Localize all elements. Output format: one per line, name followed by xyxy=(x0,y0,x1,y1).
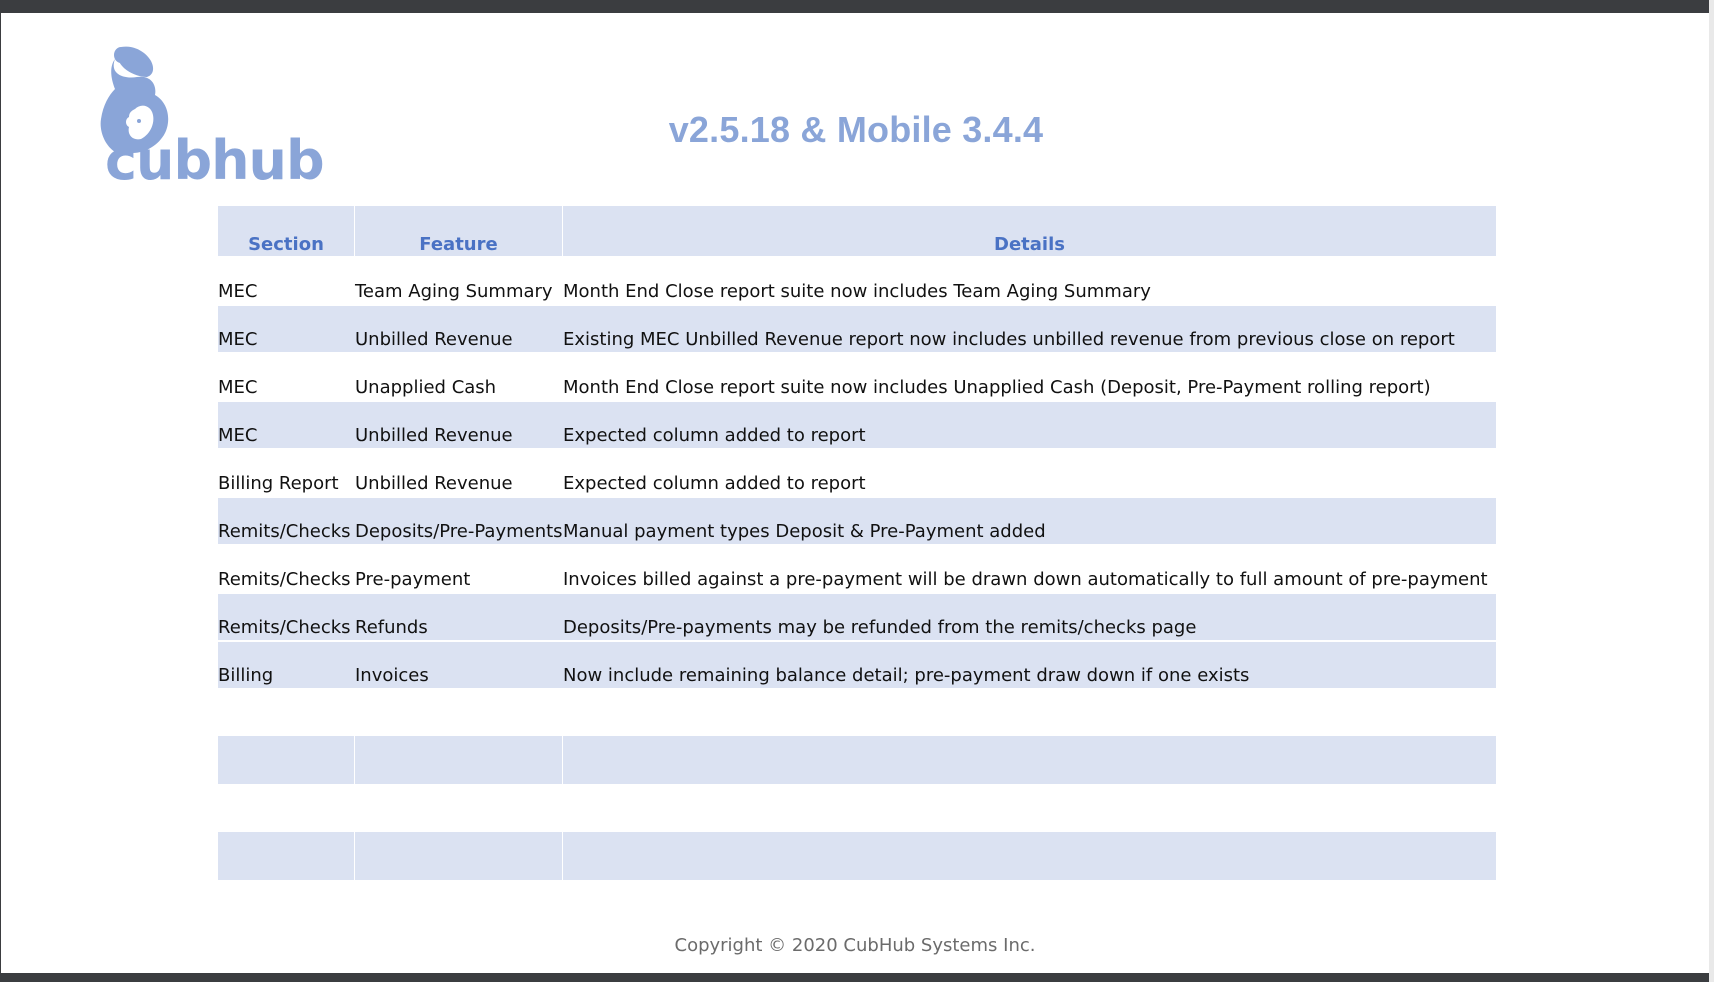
cell-details: Expected column added to report xyxy=(563,473,866,494)
cubhub-logo xyxy=(99,35,329,205)
table-row xyxy=(218,352,1496,400)
cell-feature: Unapplied Cash xyxy=(355,377,497,398)
cell-empty xyxy=(218,832,354,880)
header-feature: Feature xyxy=(355,206,562,256)
cell-section: Billing xyxy=(218,665,274,686)
cell-feature: Unbilled Revenue xyxy=(355,425,513,446)
cell-details: Existing MEC Unbilled Revenue report now includes unbilled revenue from previous close on report xyxy=(563,329,1455,350)
cell-section: MEC xyxy=(218,329,258,350)
cell-feature: Deposits/Pre-Payments xyxy=(355,521,563,542)
cell-details: Month End Close report suite now includes Team Aging Summary xyxy=(563,281,1151,302)
cell-section: MEC xyxy=(218,425,258,446)
table-row xyxy=(218,642,1496,688)
cell-section: Billing Report xyxy=(218,473,339,494)
cell-feature: Unbilled Revenue xyxy=(355,473,513,494)
cell-section: MEC xyxy=(218,281,258,302)
cell-details: Now include remaining balance detail; pre-payment draw down if one exists xyxy=(563,665,1250,686)
cell-feature: Team Aging Summary xyxy=(355,281,553,302)
header-section: Section xyxy=(218,206,354,256)
cell-empty xyxy=(563,832,1496,880)
table-row xyxy=(218,306,1496,352)
cell-details: Manual payment types Deposit & Pre-Payment added xyxy=(563,521,1046,542)
table-row-empty xyxy=(218,832,1496,880)
header-details: Details xyxy=(563,206,1496,256)
table-row-empty xyxy=(218,688,1496,736)
cell-empty xyxy=(563,736,1496,784)
cell-empty xyxy=(218,736,354,784)
cell-details: Expected column added to report xyxy=(563,425,866,446)
cell-feature: Invoices xyxy=(355,665,429,686)
cell-feature: Unbilled Revenue xyxy=(355,329,513,350)
table-row-empty xyxy=(218,784,1496,832)
table-row xyxy=(218,594,1496,640)
window-edge xyxy=(1709,0,1714,982)
table-row xyxy=(218,402,1496,448)
table-row xyxy=(218,256,1496,304)
copyright-footer: Copyright © 2020 CubHub Systems Inc. xyxy=(674,935,1036,956)
cell-section: MEC xyxy=(218,377,258,398)
release-notes-table xyxy=(218,206,1496,880)
cell-details: Month End Close report suite now includes Unapplied Cash (Deposit, Pre-Payment rolling report) xyxy=(563,377,1431,398)
cell-section: Remits/Checks xyxy=(218,617,351,638)
cell-section: Remits/Checks xyxy=(218,569,351,590)
cell-details: Invoices billed against a pre-payment will be drawn down automatically to full amount of pre-payment xyxy=(563,569,1488,590)
document-page xyxy=(1,13,1709,973)
cell-details: Deposits/Pre-payments may be refunded from the remits/checks page xyxy=(563,617,1197,638)
cell-feature: Refunds xyxy=(355,617,428,638)
cell-empty xyxy=(355,736,562,784)
cell-feature: Pre-payment xyxy=(355,569,471,590)
cell-section: Remits/Checks xyxy=(218,521,351,542)
cell-empty xyxy=(355,832,562,880)
table-row-empty xyxy=(218,736,1496,784)
table-row xyxy=(218,498,1496,544)
brand-name: cubhub xyxy=(105,129,324,192)
table-row xyxy=(218,544,1496,592)
page-title: v2.5.18 & Mobile 3.4.4 xyxy=(668,109,1044,150)
table-header-row xyxy=(218,206,1496,256)
table-row xyxy=(218,448,1496,496)
